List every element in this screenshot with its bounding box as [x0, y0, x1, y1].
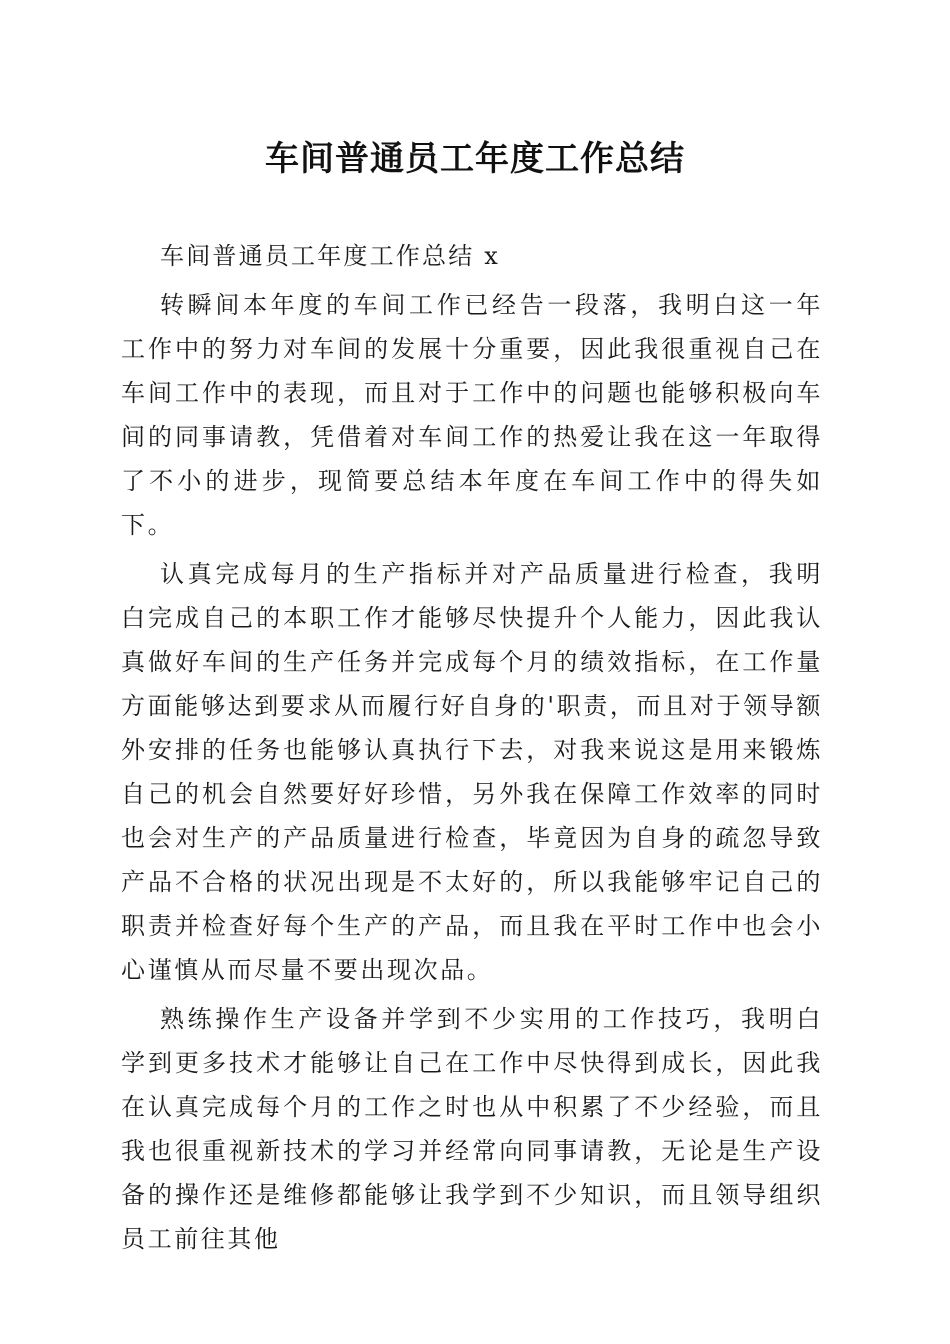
- paragraph-intro: 转瞬间本年度的车间工作已经告一段落，我明白这一年工作中的努力对车间的发展十分重要，因此我很重视自己在车间工作中的表现，而且对于工作中的问题也能够积极向车间的同事请教，凭借着对车间工作的热爱让我在这一年取得了不小的进步，现简要总结本年度在车间工作中的得失如下。: [121, 291, 823, 539]
- paragraph-equipment-skills: 熟练操作生产设备并学到不少实用的工作技巧，我明白学到更多技术才能够让自己在工作中尽快得到成长，因此我在认真完成每个月的工作之时也从中积累了不少经验，而且我也很重视新技术的学习并经常向同事请教，无论是生产设备的操作还是维修都能够让我学到不少知识，而且领导组织员工前往其他: [121, 1005, 823, 1253]
- document-subtitle: 车间普通员工年度工作总结 x: [160, 242, 500, 270]
- paragraph-production-quality: 认真完成每月的生产指标并对产品质量进行检查，我明白完成自己的本职工作才能够尽快提升个人能力，因此我认真做好车间的生产任务并完成每个月的绩效指标，在工作量方面能够达到要求从而履行好自身的'职责，而且对于领导额外安排的任务也能够认真执行下去，对我来说这是用来锻炼自己的机会自然要好好珍惜，另外我在保障工作效率的同时也会对生产的产品质量进行检查，毕竟因为自身的疏忽导致产品不合格的状况出现是不太好的，所以我能够牢记自己的职责并检查好每个生产的产品，而且我在平时工作中也会小心谨慎从而尽量不要出现次品。: [121, 560, 823, 984]
- document-title: 车间普通员工年度工作总结: [265, 139, 685, 179]
- document-body: [121, 234, 823, 1266]
